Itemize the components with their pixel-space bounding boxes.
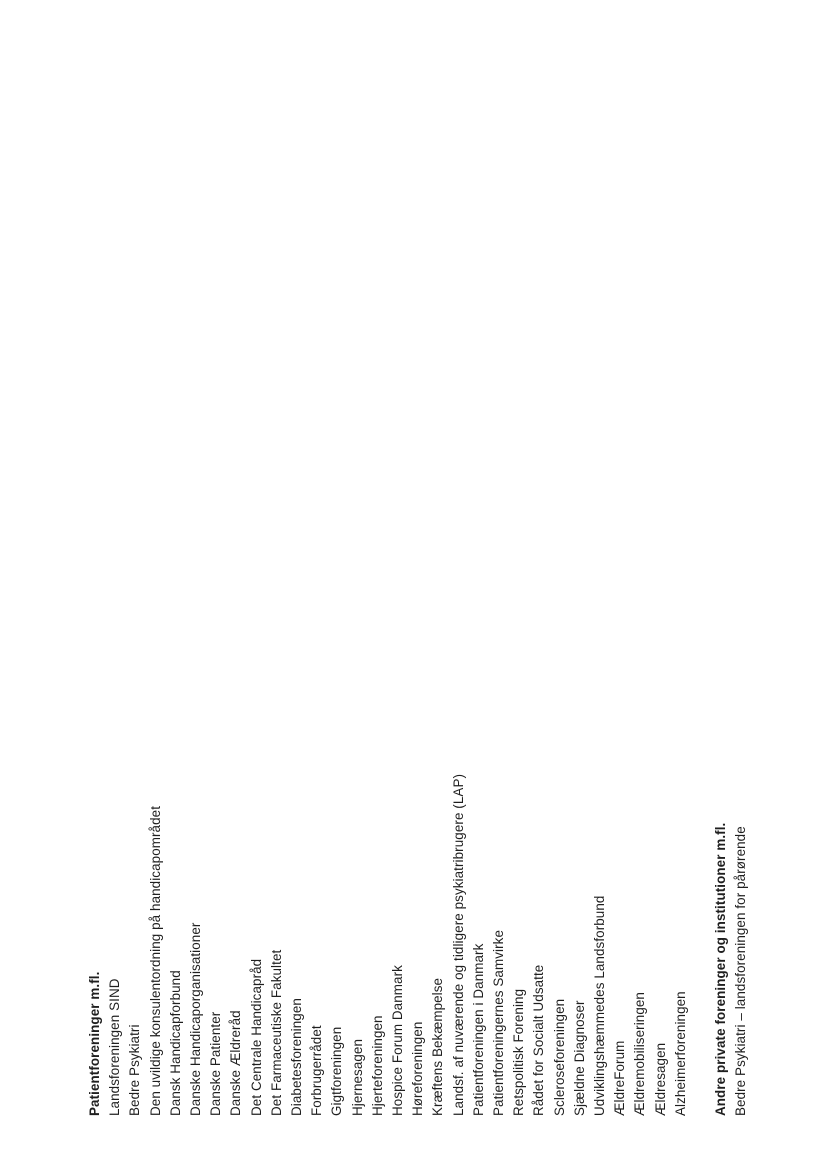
list-item: Hospice Forum Danmark bbox=[390, 965, 406, 1116]
section-heading-patientforeninger: Patientforeninger m.fl. bbox=[87, 971, 102, 1116]
section-spacer bbox=[691, 16, 711, 1116]
list-item: Det Centrale Handicapråd bbox=[248, 958, 264, 1116]
list-item: Danske Handicaporganisationer bbox=[188, 922, 204, 1116]
list-item: Det Farmaceutiske Fakultet bbox=[268, 949, 284, 1116]
section-heading-andre-foreninger: Andre private foreninger og institutioner m.fl. bbox=[713, 822, 729, 1116]
list-item: Sjældne Diagnoser bbox=[571, 1000, 587, 1116]
list-item: Alzheimerforeningen bbox=[672, 991, 688, 1116]
list-item: Bedre Psykiatri bbox=[127, 1024, 143, 1116]
list-item: Høreforeningen bbox=[410, 1021, 426, 1116]
list-item: Danske Patienter bbox=[208, 1011, 224, 1116]
list-item: Dansk Handicapforbund bbox=[167, 970, 183, 1116]
list-item: Den uvildige konsulentordning på handicapområdet bbox=[147, 805, 163, 1116]
list-item: Hjernesagen bbox=[349, 1038, 365, 1116]
list-item: Diabetesforeningen bbox=[289, 998, 305, 1116]
list-item: Landsf. af nuværende og tidligere psykiatribrugere (LAP) bbox=[450, 773, 466, 1116]
list-item: Rådet for Socialt Udsatte bbox=[531, 964, 547, 1116]
list-item: Udviklingshæmmedes Landsforbund bbox=[592, 895, 608, 1116]
list-item: Gigtforeningen bbox=[329, 1026, 345, 1116]
list-item: Ældresagen bbox=[652, 1042, 668, 1116]
list-item: Hjerteforeningen bbox=[369, 1015, 385, 1116]
rotated-text-block bbox=[85, 16, 752, 1116]
list-item: Danske Ældreråd bbox=[228, 1010, 244, 1116]
list-item: Bedre Psykiatri – landsforeningen for pårørende bbox=[733, 826, 749, 1116]
list-item: ÆldreForum bbox=[612, 1040, 628, 1116]
list-item: Scleroseforeningen bbox=[551, 998, 567, 1116]
list-item: Retspolitisk Forening bbox=[511, 988, 527, 1116]
list-item: Ældremobiliseringen bbox=[632, 992, 648, 1116]
list-item: Kræftens Bekæmpelse bbox=[430, 977, 446, 1116]
list-item: Patientforeningernes Samvirke bbox=[491, 929, 507, 1116]
list-item: Forbrugerrådet bbox=[309, 1025, 325, 1116]
list-item: Landsforeningen SIND bbox=[107, 978, 123, 1116]
list-item: Patientforeningen i Danmark bbox=[470, 943, 486, 1116]
